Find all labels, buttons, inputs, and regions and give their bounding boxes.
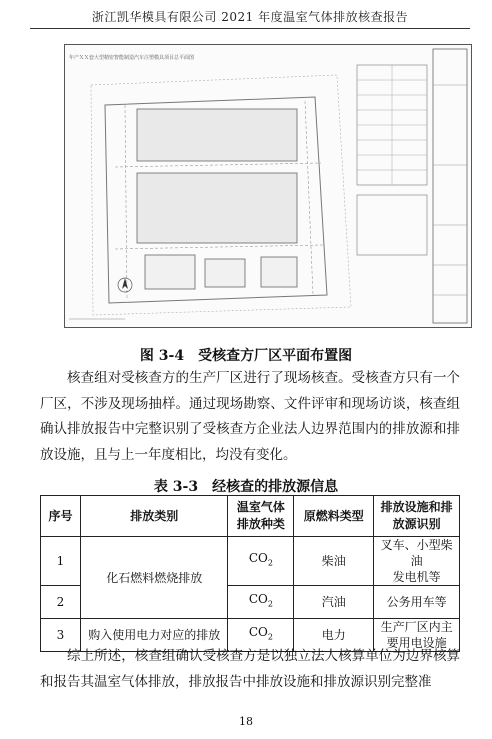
road-3 — [125, 105, 127, 299]
row-fuel: 电力 — [294, 619, 374, 652]
row-fuel: 柴油 — [294, 537, 374, 586]
row-facility: 公务用车等 — [374, 586, 460, 619]
paragraph-2-text: 综上所述，核查组确认受核查方是以独立法人核算单位为边界核算和报告其温室气体排放，排放报告中排放设施和排放源识别完整准 — [40, 648, 460, 690]
row-no: 1 — [41, 537, 81, 586]
road-2 — [115, 245, 323, 249]
drawing-title: 年产ＸＸ套大型精密智能制造汽车注塑模具项目总平面图 — [69, 55, 195, 61]
figure-caption: 图 3-4 受核查方厂区平面布置图 — [139, 348, 353, 364]
table-header-row — [41, 496, 460, 537]
building-south — [205, 259, 245, 287]
header-category: 排放类别 — [80, 496, 228, 537]
body-paragraph-2 — [40, 644, 460, 695]
page-number: 18 — [239, 715, 253, 728]
row-gas: $CO_2$ — [228, 586, 294, 619]
building-main — [137, 173, 297, 243]
row-fuel: 汽油 — [294, 586, 374, 619]
page-header: 浙江凯华模具有限公司 2021 年度温室气体排放核查报告 — [91, 10, 409, 24]
row-facility: 叉车、小型柴油 发电机等 — [374, 537, 460, 586]
header-no: 序号 — [41, 496, 81, 537]
site-plan-svg — [65, 45, 471, 327]
road-4 — [305, 101, 313, 295]
header-divider — [30, 28, 470, 29]
building-southeast — [261, 257, 297, 287]
row-gas: $CO_2$ — [228, 619, 294, 652]
row-gas: $CO_2$ — [228, 537, 294, 586]
road-1 — [115, 163, 321, 167]
header-gas: 温室气体 排放种类 — [228, 496, 294, 537]
body-paragraph-1 — [40, 366, 460, 468]
row-category-merged: 化石燃料燃烧排放 — [80, 537, 228, 619]
header-facility: 排放设施和排 放源识别 — [374, 496, 460, 537]
table-title: 表 3-3 经核查的排放源信息 — [153, 479, 339, 495]
table-row — [41, 537, 460, 586]
building-southwest — [145, 255, 195, 289]
row-no: 3 — [41, 619, 81, 652]
building-north — [137, 109, 297, 161]
site-plan-drawing — [64, 44, 472, 328]
north-arrow — [118, 278, 132, 292]
row-no: 2 — [41, 586, 81, 619]
paragraph-1-text: 核查组对受核查方的生产厂区进行了现场核查。受核查方只有一个厂区，不涉及现场抽样。通过现场勘察、文件评审和现场访谈，核查组确认排放报告中完整识别了受核查方企业法人边界范围内的排放源和排放设施，且与上一年度相比，均没有变化。 — [40, 370, 460, 463]
row-facility: 生产厂区内主 要用电设施 — [374, 619, 460, 652]
header-fuel: 原燃料类型 — [294, 496, 374, 537]
symbol-legend — [357, 195, 427, 255]
title-block — [433, 49, 467, 323]
row-category: 购入使用电力对应的排放 — [80, 619, 228, 652]
emission-source-table — [40, 495, 460, 652]
